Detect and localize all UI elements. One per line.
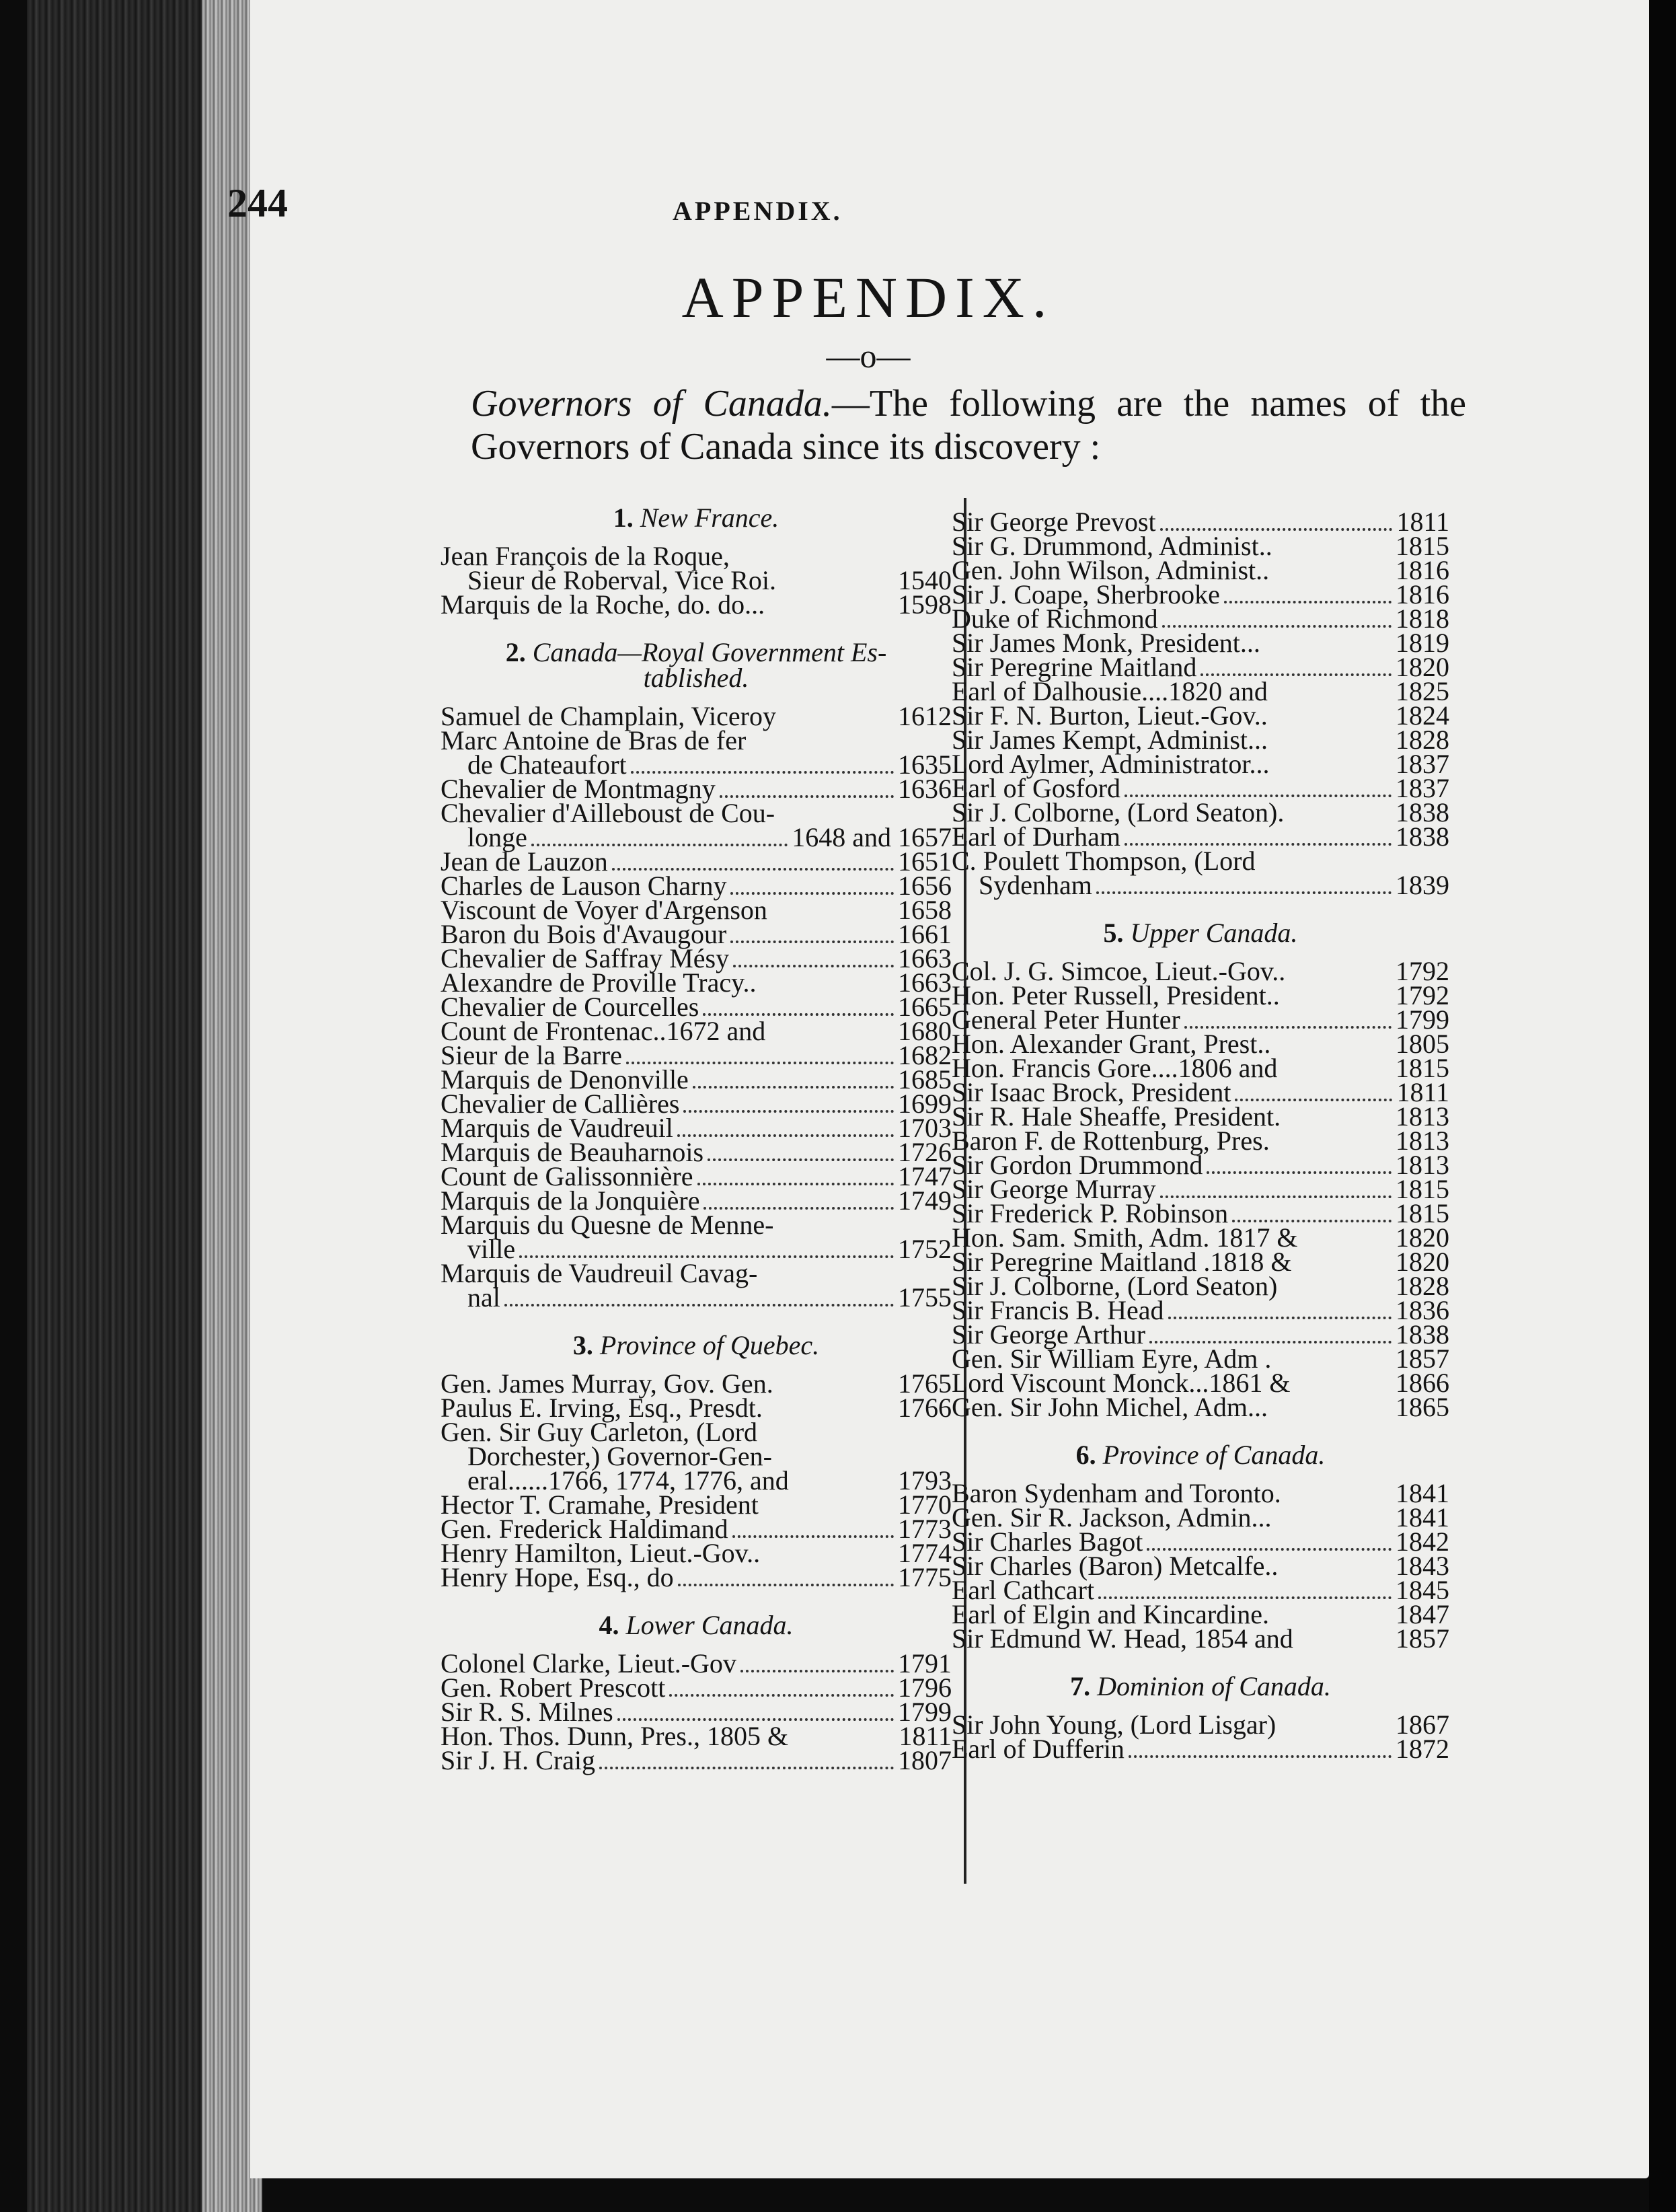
governor-name: ville [467, 1234, 516, 1264]
governor-name: Dorchester,) Governor-Gen- [467, 1441, 772, 1471]
governor-name: Chevalier d'Ailleboust de Cou- [441, 798, 775, 828]
governor-name: Henry Hamilton, Lieut.-Gov.. [441, 1538, 761, 1568]
governor-entry [952, 1734, 1449, 1764]
dot-leader [617, 1716, 894, 1721]
section-title: Dominion of Canada. [1097, 1671, 1331, 1701]
governor-name: Earl of Dufferin [952, 1734, 1125, 1764]
governor-year: 1774 [898, 1538, 952, 1568]
governor-year: 1815 [1396, 1053, 1449, 1083]
dot-leader [708, 1156, 894, 1161]
governor-name: Marquis de la Jonquière [441, 1185, 700, 1216]
governor-entry [441, 1210, 952, 1240]
governor-name: Duke of Richmond [952, 603, 1158, 634]
governor-name: Sir J. Colborne, (Lord Seaton). [952, 797, 1285, 827]
governor-year: 1842 [1396, 1526, 1449, 1557]
governor-name: Paulus E. Irving, Esq., Presdt. [441, 1393, 763, 1423]
governor-year: 1656 [898, 871, 952, 901]
governor-name: Earl Cathcart [952, 1575, 1095, 1605]
governor-name: de Chateaufort [467, 749, 627, 780]
dot-leader [1201, 671, 1392, 676]
section-number: 4. [599, 1610, 626, 1640]
dot-leader [1207, 1169, 1392, 1174]
governor-name: Gen. Sir R. Jackson, Admin... [952, 1502, 1272, 1533]
governor-year: 1752 [898, 1234, 952, 1264]
dot-leader [1285, 1500, 1392, 1502]
governor-year: 1824 [1396, 700, 1449, 731]
governor-name: Hon. Alexander Grant, Prest.. [952, 1029, 1271, 1059]
dot-leader [1224, 598, 1392, 603]
governor-section [441, 1610, 952, 1785]
governor-year: 1663 [898, 943, 952, 973]
governor-year: 1828 [1396, 1271, 1449, 1301]
governor-name: Henry Hope, Esq., do [441, 1562, 674, 1592]
dot-leader [771, 916, 894, 919]
dot-leader [777, 1390, 894, 1393]
governor-name: Count de Frontenac..1672 and [441, 1016, 766, 1046]
dot-leader [504, 1301, 894, 1306]
governor-year: 1665 [898, 992, 952, 1022]
governor-year: 1857 [1396, 1343, 1449, 1374]
dot-leader [683, 1107, 894, 1113]
governor-name: Sir R. Hale Sheaffe, President. [952, 1101, 1281, 1132]
governor-year: 1651 [898, 846, 952, 877]
dot-leader [1160, 525, 1393, 531]
dot-leader [761, 989, 894, 992]
governor-name: Gen. Sir John Michel, Adm... [952, 1392, 1268, 1422]
right-column [952, 507, 1449, 1773]
governor-name: Sir J. H. Craig [441, 1745, 595, 1775]
governor-name: Earl of Durham [952, 821, 1121, 852]
governor-name: Col. J. G. Simcoe, Lieut.-Gov.. [952, 956, 1286, 986]
dot-leader [1302, 1244, 1392, 1247]
dot-leader [1295, 1268, 1392, 1271]
governor-year: 1813 [1396, 1126, 1449, 1156]
governor-name: Earl of Gosford [952, 773, 1121, 803]
dot-leader [1295, 1389, 1392, 1392]
dot-leader [763, 1511, 894, 1514]
dot-leader [693, 1083, 894, 1089]
dot-leader [1280, 1731, 1392, 1734]
governor-name: Sydenham [979, 870, 1092, 900]
dot-leader [631, 768, 894, 774]
governor-year: 1866 [1396, 1368, 1449, 1398]
dot-leader [1184, 1023, 1392, 1029]
left-column [441, 494, 952, 1785]
governor-name: Marquis de Vaudreuil Cavag- [441, 1258, 758, 1288]
dot-leader [1272, 698, 1392, 700]
governor-year: 1847 [1396, 1599, 1449, 1629]
dot-leader [1272, 1413, 1392, 1416]
governor-year: 1807 [898, 1745, 952, 1775]
governor-year: 1765 [898, 1368, 952, 1399]
dot-leader [732, 1533, 894, 1538]
dot-leader [733, 962, 894, 967]
governor-year: 1841 [1396, 1502, 1449, 1533]
dot-leader [1297, 1645, 1392, 1648]
governor-year: 1792 [1396, 980, 1449, 1010]
dot-leader [1264, 649, 1392, 652]
intro-text: —The following are the names of the Governors of Canada since its discovery : [471, 383, 1466, 468]
section-number: 6. [1075, 1440, 1103, 1470]
governor-name: Sir J. Coape, Sherbrooke [952, 579, 1220, 610]
governor-year: 1811 [1396, 507, 1449, 537]
governor-year: 1813 [1396, 1150, 1449, 1180]
governor-year: 1857 [1396, 1623, 1449, 1654]
governor-year: 1799 [1396, 1004, 1449, 1035]
governor-name: Hon. Thos. Dunn, Pres., 1805 & [441, 1721, 789, 1751]
governor-name: Sir George Murray [952, 1174, 1156, 1204]
governor-name: eral......1766, 1774, 1776, and [467, 1465, 789, 1496]
governor-year: 1796 [898, 1672, 952, 1703]
dot-leader [780, 587, 894, 589]
governor-entry [441, 1745, 952, 1775]
governor-name: Chevalier de Courcelles [441, 992, 699, 1022]
dot-leader [769, 611, 894, 614]
intro-lead: Governors of Canada. [471, 383, 832, 425]
dot-leader [1273, 577, 1392, 579]
governor-section [952, 1442, 1449, 1663]
governor-name: Hon. Sam. Smith, Adm. 1817 & [952, 1222, 1298, 1253]
section-heading [441, 637, 952, 693]
governor-year: 1818 [1396, 603, 1449, 634]
governor-year: 1773 [898, 1514, 952, 1544]
governor-name: Sir George Arthur [952, 1319, 1146, 1350]
governor-entry [952, 1623, 1449, 1654]
section-number: 3. [572, 1330, 600, 1360]
section-heading [441, 1330, 952, 1360]
governor-year: 1770 [898, 1489, 952, 1520]
page-number: 244 [227, 181, 288, 225]
dot-leader [519, 1253, 894, 1258]
governor-name: Samuel de Champlain, Viceroy [441, 701, 776, 731]
dot-leader [1285, 1123, 1392, 1126]
governor-name: Count de Galissonnière [441, 1161, 693, 1191]
governor-name: Sir G. Drummond, Administ.. [952, 531, 1272, 561]
governor-name: Earl of Dalhousie....1820 and [952, 676, 1268, 706]
governor-name: Baron F. de Rottenburg, Pres. [952, 1126, 1270, 1156]
dot-leader [678, 1581, 894, 1586]
governor-name: Hon. Peter Russell, President.. [952, 980, 1280, 1010]
governor-year: 1836 [1396, 1295, 1449, 1325]
governor-year: 1813 [1396, 1101, 1449, 1132]
dot-leader [1274, 1147, 1392, 1150]
governor-name: Gen. John Wilson, Administ.. [952, 555, 1270, 585]
governor-year: 1816 [1396, 579, 1449, 610]
governor-year: 1811 [899, 1721, 952, 1751]
dot-leader [612, 865, 894, 871]
governor-year: 1680 [898, 1016, 952, 1046]
governor-year: 1838 [1396, 1319, 1449, 1350]
governor-section [952, 1671, 1449, 1773]
dot-leader [1235, 1096, 1392, 1101]
section-title: Province of Canada. [1102, 1440, 1326, 1470]
intro-paragraph [471, 382, 1466, 468]
governor-name: Gen. James Murray, Gov. Gen. [441, 1368, 773, 1399]
dot-leader [1129, 1753, 1392, 1758]
dot-leader [1147, 1545, 1392, 1551]
governor-year: 1838 [1396, 797, 1449, 827]
dot-leader [703, 1010, 894, 1016]
governor-year: 1865 [1396, 1392, 1449, 1422]
governor-name: Sir Peregrine Maitland .1818 & [952, 1247, 1292, 1277]
dot-leader [1125, 792, 1392, 797]
governor-name: Sir Charles Bagot [952, 1526, 1143, 1557]
governor-name: Chevalier de Montmagny [441, 774, 716, 804]
governor-name: Chevalier de Callières [441, 1089, 680, 1119]
governor-year: 1820 [1396, 1247, 1449, 1277]
governor-name: Jean de Lauzon [441, 846, 608, 877]
dot-leader [1096, 889, 1392, 894]
governor-name: Sir Charles (Baron) Metcalfe.. [952, 1551, 1279, 1581]
dot-leader [1232, 1217, 1392, 1222]
section-heading [952, 1442, 1449, 1468]
governor-year: 1815 [1396, 1174, 1449, 1204]
governor-name: Marquis de la Roche, do. do... [441, 589, 765, 620]
governor-name: Lord Viscount Monck...1861 & [952, 1368, 1291, 1398]
governor-year: 1815 [1396, 1198, 1449, 1228]
scan-border [1649, 0, 1676, 2212]
governor-name: Baron Sydenham and Toronto. [952, 1478, 1281, 1508]
dot-leader [1273, 770, 1392, 773]
dot-leader [1275, 1365, 1392, 1368]
governor-name: Colonel Clarke, Lieut.-Gov [441, 1648, 736, 1679]
dot-leader [730, 889, 894, 895]
governor-name: Sir Edmund W. Head, 1854 and [952, 1623, 1293, 1654]
governor-name: Sir Francis B. Head [952, 1295, 1164, 1325]
governor-name: Gen. Frederick Haldimand [441, 1514, 728, 1544]
governor-name: Jean François de la Roque, [441, 541, 730, 571]
dot-leader [1289, 978, 1392, 980]
governor-year: 1682 [898, 1040, 952, 1070]
governor-section [441, 637, 952, 1322]
dot-leader [1288, 819, 1392, 821]
section-heading [441, 1610, 952, 1640]
governor-year: 1825 [1396, 676, 1449, 706]
section-heading [952, 920, 1449, 946]
governor-name: nal [467, 1282, 500, 1313]
dot-leader [1281, 1292, 1392, 1295]
governor-year: 1685 [898, 1064, 952, 1095]
governor-name: Sir Frederick P. Robinson [952, 1198, 1229, 1228]
governor-year: 1648 and 1657 [792, 822, 952, 852]
governor-name: Marc Antoine de Bras de fer [441, 725, 747, 755]
dot-leader [1160, 1193, 1392, 1198]
governor-year: 1658 [898, 895, 952, 925]
dot-leader [1125, 840, 1392, 846]
dot-leader [780, 723, 894, 725]
governor-name: Sir F. N. Burton, Lieut.-Gov.. [952, 700, 1268, 731]
governor-year: 1755 [898, 1282, 952, 1313]
dot-leader [793, 1487, 894, 1489]
governor-year: 1799 [898, 1697, 952, 1727]
governor-name: Baron du Bois d'Avaugour [441, 919, 727, 949]
governor-year: 1828 [1396, 725, 1449, 755]
governor-name: Marquis de Denonville [441, 1064, 689, 1095]
governor-name: longe [467, 822, 527, 852]
governor-entry [952, 870, 1449, 900]
governor-year: 1598 [898, 589, 952, 620]
section-title: Canada—Royal Government Es- tablished. [532, 637, 887, 693]
governor-year: 1841 [1396, 1478, 1449, 1508]
governor-entry [441, 589, 952, 620]
section-number: 2. [505, 637, 533, 667]
governor-entry [441, 1562, 952, 1592]
dot-leader [764, 1559, 894, 1562]
governor-year: 1867 [1396, 1709, 1449, 1740]
dot-leader [792, 1742, 894, 1745]
governor-year: 1726 [898, 1137, 952, 1167]
governor-year: 1749 [898, 1185, 952, 1216]
section-heading [441, 505, 952, 531]
governor-year: 1747 [898, 1161, 952, 1191]
governor-year: 1820 [1396, 652, 1449, 682]
dot-leader [1162, 622, 1392, 628]
governor-year: 1703 [898, 1113, 952, 1143]
governor-name: Hector T. Cramahe, President [441, 1489, 759, 1520]
governor-section [441, 1330, 952, 1602]
governor-year: 1635 [898, 749, 952, 780]
governor-year: 1792 [1396, 956, 1449, 986]
dot-leader [720, 792, 894, 798]
running-head: APPENDIX. [673, 196, 843, 226]
dot-leader [1149, 1338, 1392, 1343]
governor-year: 1612 [898, 701, 952, 731]
governor-year: 1636 [898, 774, 952, 804]
governor-year: 1805 [1396, 1029, 1449, 1059]
governor-name: General Peter Hunter [952, 1004, 1180, 1035]
governor-name: Gen. Sir William Eyre, Adm . [952, 1343, 1272, 1374]
governor-name: Viscount de Voyer d'Argenson [441, 895, 767, 925]
dot-leader [531, 841, 788, 846]
governor-year: 1791 [898, 1648, 952, 1679]
section-title: New France. [640, 503, 779, 533]
dot-leader [1282, 1572, 1392, 1575]
governor-year: 1837 [1396, 749, 1449, 779]
governor-year: 1793 [898, 1465, 952, 1496]
dot-leader [1272, 746, 1392, 749]
governor-year: 1661 [898, 919, 952, 949]
dot-leader [677, 1132, 894, 1137]
governor-year: 1837 [1396, 773, 1449, 803]
governor-year: 1839 [1396, 870, 1449, 900]
section-number: 1. [613, 503, 640, 533]
governor-year: 1819 [1396, 628, 1449, 658]
dot-leader [599, 1764, 894, 1769]
governor-name: Charles de Lauson Charny [441, 871, 727, 901]
governor-name: Sir J. Colborne, (Lord Seaton) [952, 1271, 1278, 1301]
section-number: 5. [1103, 918, 1131, 948]
governor-year: 1872 [1396, 1734, 1449, 1764]
dot-leader [1284, 1002, 1392, 1004]
governor-year: 1766 [898, 1393, 952, 1423]
governor-name: Sir Gordon Drummond [952, 1150, 1203, 1180]
section-number: 7. [1070, 1671, 1098, 1701]
governor-year: 1815 [1396, 531, 1449, 561]
governor-year: 1838 [1396, 821, 1449, 852]
governor-year: 1540 [898, 565, 952, 595]
governor-name: Sir James Monk, President... [952, 628, 1260, 658]
governor-entry [441, 1258, 952, 1288]
governor-year: 1663 [898, 967, 952, 998]
governor-name: Lord Aylmer, Administrator... [952, 749, 1270, 779]
dot-leader [1276, 1524, 1392, 1526]
governor-entry [952, 1392, 1449, 1422]
governor-name: Hon. Francis Gore....1806 and [952, 1053, 1278, 1083]
governor-section [441, 505, 952, 629]
governor-name: Sieur de Roberval, Vice Roi. [467, 565, 776, 595]
dot-leader [1272, 722, 1392, 725]
governor-year: 1843 [1396, 1551, 1449, 1581]
dot-leader [740, 1667, 894, 1672]
section-title: Upper Canada. [1130, 918, 1298, 948]
section-title: Province of Quebec. [599, 1330, 820, 1360]
section-heading [952, 1671, 1449, 1701]
governor-year: 1816 [1396, 555, 1449, 585]
dot-leader [730, 938, 894, 943]
dot-leader [769, 1037, 894, 1040]
governor-year: 1775 [898, 1562, 952, 1592]
dot-leader [1274, 1050, 1392, 1053]
governor-name: Chevalier de Saffray Mésy [441, 943, 730, 973]
governor-name: Alexandre de Proville Tracy.. [441, 967, 757, 998]
governor-name: C. Poulett Thompson, (Lord [952, 846, 1256, 876]
dot-leader [761, 1438, 948, 1441]
governor-name: Sir James Kempt, Administ... [952, 725, 1268, 755]
governor-name: Sir Isaac Brock, President [952, 1077, 1231, 1107]
dot-leader [1281, 1074, 1392, 1077]
governor-name: Marquis de Beauharnois [441, 1137, 704, 1167]
section-title: Lower Canada. [625, 1610, 794, 1640]
dot-leader [626, 1059, 894, 1064]
dot-leader [703, 1204, 894, 1210]
governor-name: Earl of Elgin and Kincardine. [952, 1599, 1270, 1629]
page-title: APPENDIX. [681, 265, 1055, 330]
governor-year: 1811 [1396, 1077, 1449, 1107]
governor-section [952, 920, 1449, 1432]
dot-leader [1098, 1594, 1392, 1599]
governor-name: Sir R. S. Milnes [441, 1697, 613, 1727]
governor-name: Sieur de la Barre [441, 1040, 622, 1070]
governor-year: 1845 [1396, 1575, 1449, 1605]
dot-leader [697, 1180, 894, 1185]
governor-year: 1699 [898, 1089, 952, 1119]
governor-name: Marquis du Quesne de Menne- [441, 1210, 774, 1240]
dot-leader [1168, 1314, 1392, 1319]
governor-year: 1820 [1396, 1222, 1449, 1253]
governor-name: Sir George Prevost [952, 507, 1156, 537]
governor-name: Gen. Sir Guy Carleton, (Lord [441, 1417, 758, 1447]
dot-leader [669, 1691, 894, 1697]
dot-leader [1277, 552, 1392, 555]
dot-leader [767, 1414, 894, 1417]
governor-name: Gen. Robert Prescott [441, 1672, 666, 1703]
governor-entry [441, 1282, 952, 1313]
governor-name: Sir Peregrine Maitland [952, 652, 1197, 682]
title-ornament: —o— [826, 337, 911, 375]
governor-name: Marquis de Vaudreuil [441, 1113, 673, 1143]
governor-name: Sir John Young, (Lord Lisgar) [952, 1709, 1277, 1740]
